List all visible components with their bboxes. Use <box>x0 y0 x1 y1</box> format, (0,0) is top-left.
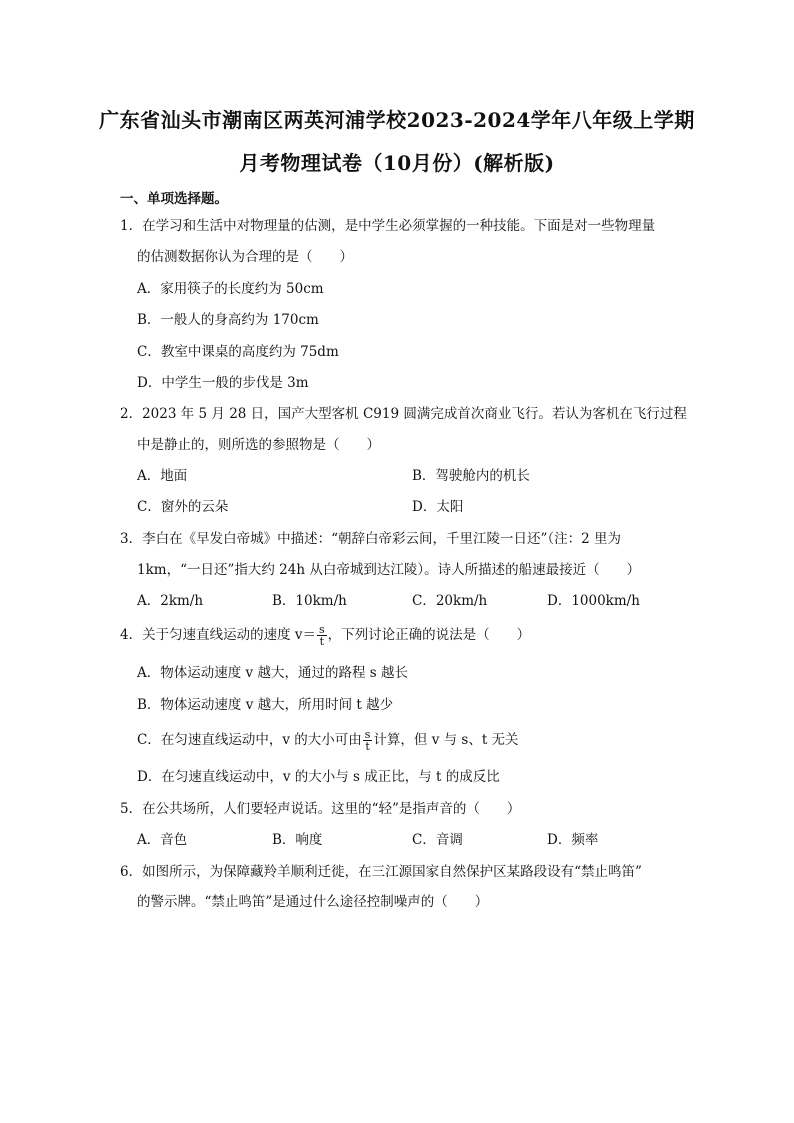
q1-line-1: 1．在学习和生活中对物理量的估测，是中学生必须掌握的一种技能。下面是对一些物理量 <box>120 218 656 234</box>
q5-option-a: A．音色 <box>137 832 188 848</box>
q1-option-d: D．中学生一般的步伐是 3m <box>137 375 309 391</box>
q4-frac-numerator: s <box>319 623 325 636</box>
q2-line-2: 中是静止的，则所选的参照物是（ ） <box>137 437 380 453</box>
q5-option-c: C．音调 <box>412 832 463 848</box>
title-line-2: 月考物理试卷（10月份）(解析版) <box>239 151 555 175</box>
q3-line-1: 3．李白在《早发白帝城》中描述：“朝辞白帝彩云间，千里江陵一日还”（注：2 里为 <box>120 531 622 547</box>
q4-frac-denominator: t <box>319 635 325 648</box>
q4-option-c-post: 计算，但 v 与 s、t 无关 <box>373 732 519 748</box>
q3-option-d: D．1000km/h <box>547 593 640 609</box>
q4-stem-pre: 4．关于匀速直线运动的速度 v＝ <box>120 627 317 643</box>
q3-option-c: C．20km/h <box>412 593 488 609</box>
q5-option-b: B．响度 <box>272 832 323 848</box>
q3-option-b: B．10km/h <box>272 593 347 609</box>
q1-option-a: A．家用筷子的长度约为 50cm <box>137 281 324 297</box>
q2-option-c: C．窗外的云朵 <box>137 499 229 515</box>
section-title: 一、单项选择题。 <box>120 191 228 207</box>
q3-line-2: 1km，“一日还”指大约 24h 从白帝城到达江陵）。诗人所描述的船速最接近（ ） <box>137 562 641 578</box>
q5-option-d: D．频率 <box>547 832 599 848</box>
q3-option-a: A．2km/h <box>137 593 204 609</box>
q4-option-a: A．物体运动速度 v 越大，通过的路程 s 越长 <box>137 665 408 681</box>
q2-option-d: D．太阳 <box>412 499 464 515</box>
q4-stem-fraction <box>317 624 327 647</box>
q4-stem-post: ，下列讨论正确的说法是（ ） <box>327 627 531 643</box>
title-line-1: 广东省汕头市潮南区两英河浦学校2023-2024学年八年级上学期 <box>99 108 695 132</box>
q5-line-1: 5．在公共场所，人们要轻声说话。这里的“轻”是指声音的（ ） <box>120 801 521 817</box>
q4-stem <box>120 624 530 647</box>
q4-option-c-pre: C．在匀速直线运动中，v 的大小可由 <box>137 732 362 748</box>
q4-option-d: D．在匀速直线运动中，v 的大小与 s 成正比，与 t 的成反比 <box>137 769 500 785</box>
q1-line-2: 的估测数据你认为合理的是（ ） <box>137 249 353 265</box>
q4-option-c <box>137 729 519 752</box>
q2-option-a: A．地面 <box>137 468 188 484</box>
q4-optc-denominator: t <box>365 740 370 753</box>
q2-option-b: B．驾驶舱内的机长 <box>412 468 530 484</box>
q4-option-b: B．物体运动速度 v 越大，所用时间 t 越少 <box>137 697 394 713</box>
q1-option-c: C．教室中课桌的高度约为 75dm <box>137 344 339 360</box>
q6-line-2: 的警示牌。“禁止鸣笛”是通过什么途径控制噪声的（ ） <box>137 894 489 910</box>
q4-optc-numerator: s <box>364 728 371 741</box>
q2-line-1: 2．2023 年 5 月 28 日，国产大型客机 C919 圆满完成首次商业飞行。若认为客机在飞行过程 <box>120 406 687 422</box>
q4-option-c-fraction <box>363 729 373 752</box>
q6-line-1: 6．如图所示，为保障藏羚羊顺利迁徙，在三江源国家自然保护区某路段设有“禁止鸣笛” <box>120 864 642 880</box>
q1-option-b: B．一般人的身高约为 170cm <box>137 312 319 328</box>
